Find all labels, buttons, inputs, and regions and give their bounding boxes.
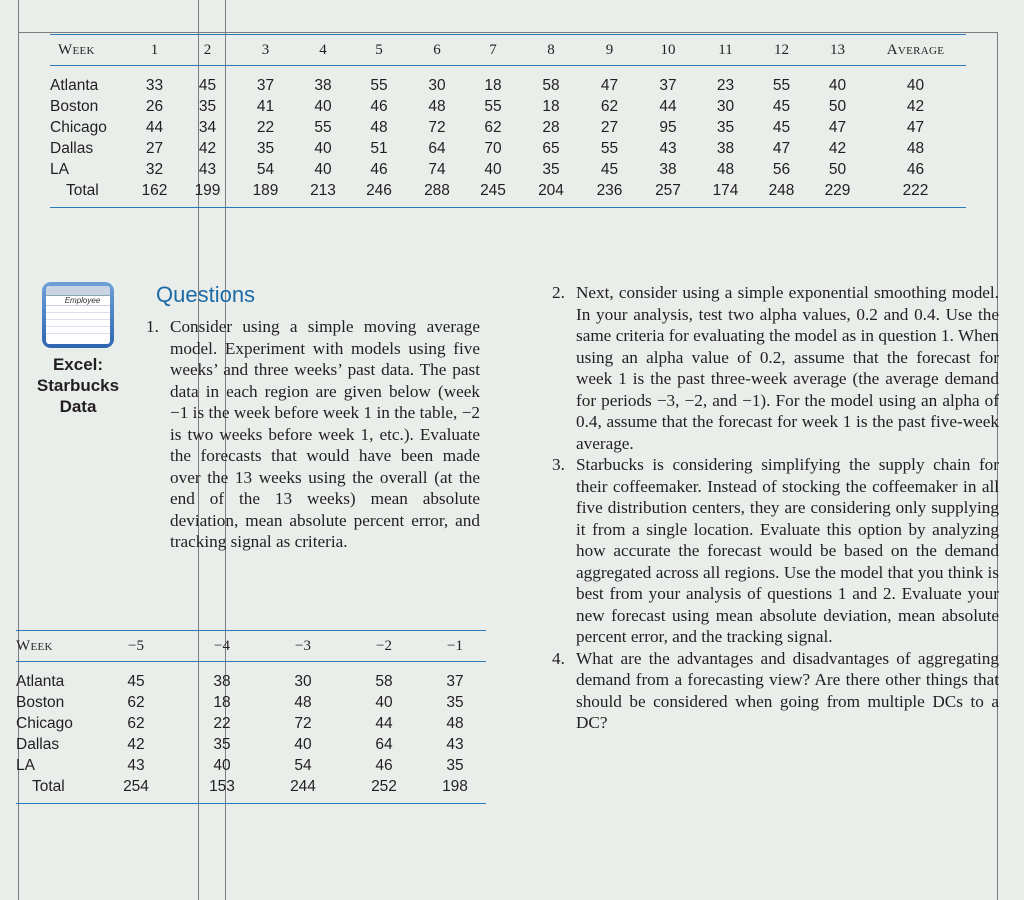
week-col-header: 10: [638, 35, 698, 66]
week-col-header: 7: [465, 35, 521, 66]
cell: 40: [375, 693, 393, 711]
total-cell: 174: [698, 180, 753, 208]
cell: 26: [145, 97, 164, 115]
total-row: [50, 180, 966, 208]
week-col-header: 2: [181, 35, 234, 66]
row-label: Dallas: [50, 139, 94, 157]
average-header: Average: [865, 35, 966, 66]
week-col-header: 8: [521, 35, 581, 66]
average-cell: 40: [906, 76, 925, 94]
week-col-header: 11: [698, 35, 753, 66]
week-col-header: 9: [581, 35, 638, 66]
cell: 55: [772, 76, 791, 94]
cell: 22: [256, 118, 275, 136]
cell: 35: [446, 693, 464, 711]
average-cell: 47: [906, 118, 925, 136]
total-cell: 245: [465, 180, 521, 208]
excel-label-line: Starbucks: [36, 376, 120, 395]
spreadsheet-icon[interactable]: [42, 282, 114, 348]
cell: 62: [600, 97, 619, 115]
week-header: Week: [16, 631, 90, 662]
cell: 48: [294, 693, 312, 711]
question-number: 2.: [552, 283, 565, 302]
cell: 44: [375, 714, 393, 732]
question-number: 4.: [552, 648, 565, 668]
cell: 50: [828, 160, 847, 178]
week-col-header: 5: [349, 35, 409, 66]
total-cell: 246: [349, 180, 409, 208]
question-text: Starbucks is considering simplifying the supply chain for their coffeemaker. Instead of stocking the coffeemaker in all five distribution centers, they are considering only supplying it from a single location. Evaluate this option by analyzing how accurate the forecast would be based on the demand aggregated across all regions. Use the model that you think is best from your analysis of questions 1 and 2. Evaluate your new forecast using mean absolute deviation, mean absolute percent error, and the tracking signal.: [576, 455, 999, 646]
cell: 40: [484, 160, 502, 178]
cell: 38: [716, 139, 735, 157]
cell: 40: [213, 756, 231, 774]
cell: 44: [659, 97, 677, 115]
excel-label-line: Excel:: [52, 355, 104, 374]
cell: 37: [446, 672, 464, 690]
cell: 43: [127, 756, 145, 774]
cell: 40: [314, 160, 332, 178]
cell: 27: [600, 118, 619, 136]
cell: 40: [294, 735, 312, 753]
cell: 35: [213, 735, 231, 753]
table-row: [16, 734, 486, 755]
table-header-row: [50, 35, 966, 66]
total-average-cell: 222: [865, 180, 966, 208]
week-header: Week: [50, 35, 128, 66]
cell: 18: [484, 76, 502, 94]
row-label: Atlanta: [50, 76, 99, 94]
average-cell: 46: [906, 160, 925, 178]
cell: 47: [600, 76, 619, 94]
question-list-right: [552, 282, 999, 734]
table-row: [50, 159, 966, 180]
cell: 35: [542, 160, 560, 178]
cell: 42: [828, 139, 847, 157]
cell: 18: [213, 693, 231, 711]
week-col-header: 13: [810, 35, 865, 66]
week-col-header: 12: [753, 35, 810, 66]
cell: 70: [484, 139, 502, 157]
cell: 50: [828, 97, 847, 115]
cell: 47: [772, 139, 791, 157]
total-cell: 252: [344, 776, 424, 804]
cell: 35: [446, 756, 464, 774]
cell: 30: [428, 76, 446, 94]
cell: 35: [256, 139, 275, 157]
cell: 34: [198, 118, 217, 136]
cell: 46: [370, 97, 388, 115]
cell: 42: [127, 735, 145, 753]
cell: 30: [294, 672, 312, 690]
cell: 58: [375, 672, 393, 690]
total-cell: 254: [90, 776, 182, 804]
question-item: [552, 454, 999, 648]
cell: 48: [370, 118, 388, 136]
row-label: Boston: [16, 693, 65, 711]
cell: 28: [542, 118, 560, 136]
cell: 40: [828, 76, 847, 94]
total-cell: 213: [297, 180, 349, 208]
cell: 62: [127, 693, 145, 711]
week-col-header: −1: [424, 631, 486, 662]
average-cell: 42: [906, 97, 925, 115]
total-cell: 189: [234, 180, 297, 208]
excel-data-badge[interactable]: [30, 282, 126, 417]
total-cell: 162: [128, 180, 181, 208]
cell: 23: [716, 76, 735, 94]
cell: 51: [370, 139, 388, 157]
cell: 55: [370, 76, 388, 94]
cell: 47: [828, 118, 847, 136]
total-label: Total: [16, 776, 90, 804]
cell: 45: [772, 118, 791, 136]
weekly-demand-table: [50, 34, 966, 208]
cell: 45: [600, 160, 619, 178]
question-text: Next, consider using a simple exponential smoothing model. In your analysis, test two alpha values, 0.2 and 0.4. Use the same criteria for evaluating the model as in question 1. When using an alpha value of 0.2, assume that the forecast for week 1 is the past three-week average (the average demand for periods −3, −2, and −1). For the model using an alpha of 0.4, assume that the forecast for week 1 is the past five-week average.: [576, 283, 999, 453]
table-row: [16, 713, 486, 734]
week-col-header: 6: [409, 35, 465, 66]
table-row: [16, 692, 486, 713]
cell: 35: [716, 118, 735, 136]
frame-top-line: [18, 32, 998, 33]
total-cell: 236: [581, 180, 638, 208]
week-col-header: 1: [128, 35, 181, 66]
week-col-header: −3: [262, 631, 344, 662]
cell: 18: [542, 97, 560, 115]
cell: 27: [145, 139, 164, 157]
cell: 44: [145, 118, 164, 136]
cell: 43: [446, 735, 464, 753]
average-cell: 48: [906, 139, 925, 157]
cell: 43: [659, 139, 677, 157]
cell: 46: [370, 160, 388, 178]
table-row: [16, 662, 486, 693]
cell: 35: [198, 97, 217, 115]
cell: 72: [294, 714, 312, 732]
past-demand-table: [16, 630, 486, 804]
table-row: [16, 755, 486, 776]
row-label: Chicago: [50, 118, 107, 136]
question-text: Consider using a simple moving average model. Experiment with models using five weeks’ and three weeks’ past data. The past data in each region are given below (week −1 is the week before week 1 in the table, −2 is two weeks before week 1, etc.). Evaluate the forecasts that would have been made over the 13 weeks using the overall (at the end of the 13 weeks) mean absolute deviation, mean absolute percent error, and tracking signal as criteria.: [170, 317, 480, 551]
cell: 38: [314, 76, 332, 94]
cell: 55: [314, 118, 332, 136]
table-row: [50, 96, 966, 117]
question-item: [552, 282, 999, 454]
cell: 62: [127, 714, 145, 732]
row-label: Chicago: [16, 714, 73, 732]
row-label: Boston: [50, 97, 99, 115]
cell: 33: [145, 76, 164, 94]
cell: 38: [213, 672, 231, 690]
total-row: [16, 776, 486, 804]
cell: 45: [772, 97, 791, 115]
table-header-row: [16, 631, 486, 662]
table-row: [50, 138, 966, 159]
total-cell: 244: [262, 776, 344, 804]
question-item: [146, 316, 480, 553]
cell: 48: [446, 714, 464, 732]
total-cell: 248: [753, 180, 810, 208]
week-col-header: −4: [182, 631, 262, 662]
total-cell: 198: [424, 776, 486, 804]
total-cell: 288: [409, 180, 465, 208]
cell: 32: [145, 160, 164, 178]
cell: 46: [375, 756, 393, 774]
questions-title: Questions: [156, 282, 256, 307]
row-label: LA: [16, 756, 35, 774]
cell: 22: [213, 714, 231, 732]
cell: 45: [127, 672, 145, 690]
cell: 48: [716, 160, 735, 178]
question-text: What are the advantages and disadvantages of aggregating demand from a forecasting view? Are there other things that should be considered when going from multiple DCs to a DC?: [576, 648, 999, 732]
cell: 65: [542, 139, 560, 157]
total-cell: 257: [638, 180, 698, 208]
question-list-left: [146, 316, 480, 553]
total-cell: 153: [182, 776, 262, 804]
cell: 55: [484, 97, 502, 115]
cell: 38: [659, 160, 677, 178]
excel-label-line: Data: [59, 397, 97, 416]
cell: 64: [375, 735, 393, 753]
cell: 58: [542, 76, 560, 94]
total-cell: 204: [521, 180, 581, 208]
question-number: 3.: [552, 455, 565, 474]
total-cell: 199: [181, 180, 234, 208]
cell: 48: [428, 97, 446, 115]
row-label: Atlanta: [16, 672, 65, 690]
cell: 95: [659, 118, 677, 136]
cell: 56: [772, 160, 791, 178]
cell: 40: [314, 139, 332, 157]
cell: 64: [428, 139, 446, 157]
question-number: 1.: [146, 317, 159, 336]
row-label: Dallas: [16, 735, 60, 753]
question-item: [552, 648, 999, 734]
cell: 45: [198, 76, 217, 94]
cell: 72: [428, 118, 446, 136]
cell: 43: [198, 160, 217, 178]
table-row: [50, 66, 966, 97]
excel-label: [30, 354, 126, 417]
cell: 37: [659, 76, 677, 94]
cell: 30: [716, 97, 735, 115]
week-col-header: 4: [297, 35, 349, 66]
cell: 37: [256, 76, 275, 94]
cell: 54: [294, 756, 312, 774]
week-col-header: 3: [234, 35, 297, 66]
cell: 74: [428, 160, 446, 178]
cell: 55: [600, 139, 619, 157]
week-col-header: −2: [344, 631, 424, 662]
row-label: LA: [50, 160, 69, 178]
cell: 54: [256, 160, 275, 178]
cell: 62: [484, 118, 502, 136]
cell: 41: [256, 97, 275, 115]
week-col-header: −5: [90, 631, 182, 662]
cell: 40: [314, 97, 332, 115]
total-cell: 229: [810, 180, 865, 208]
table-row: [50, 117, 966, 138]
spreadsheet-icon-text: Employee: [46, 296, 110, 306]
cell: 42: [198, 139, 217, 157]
total-label: Total: [50, 180, 128, 208]
